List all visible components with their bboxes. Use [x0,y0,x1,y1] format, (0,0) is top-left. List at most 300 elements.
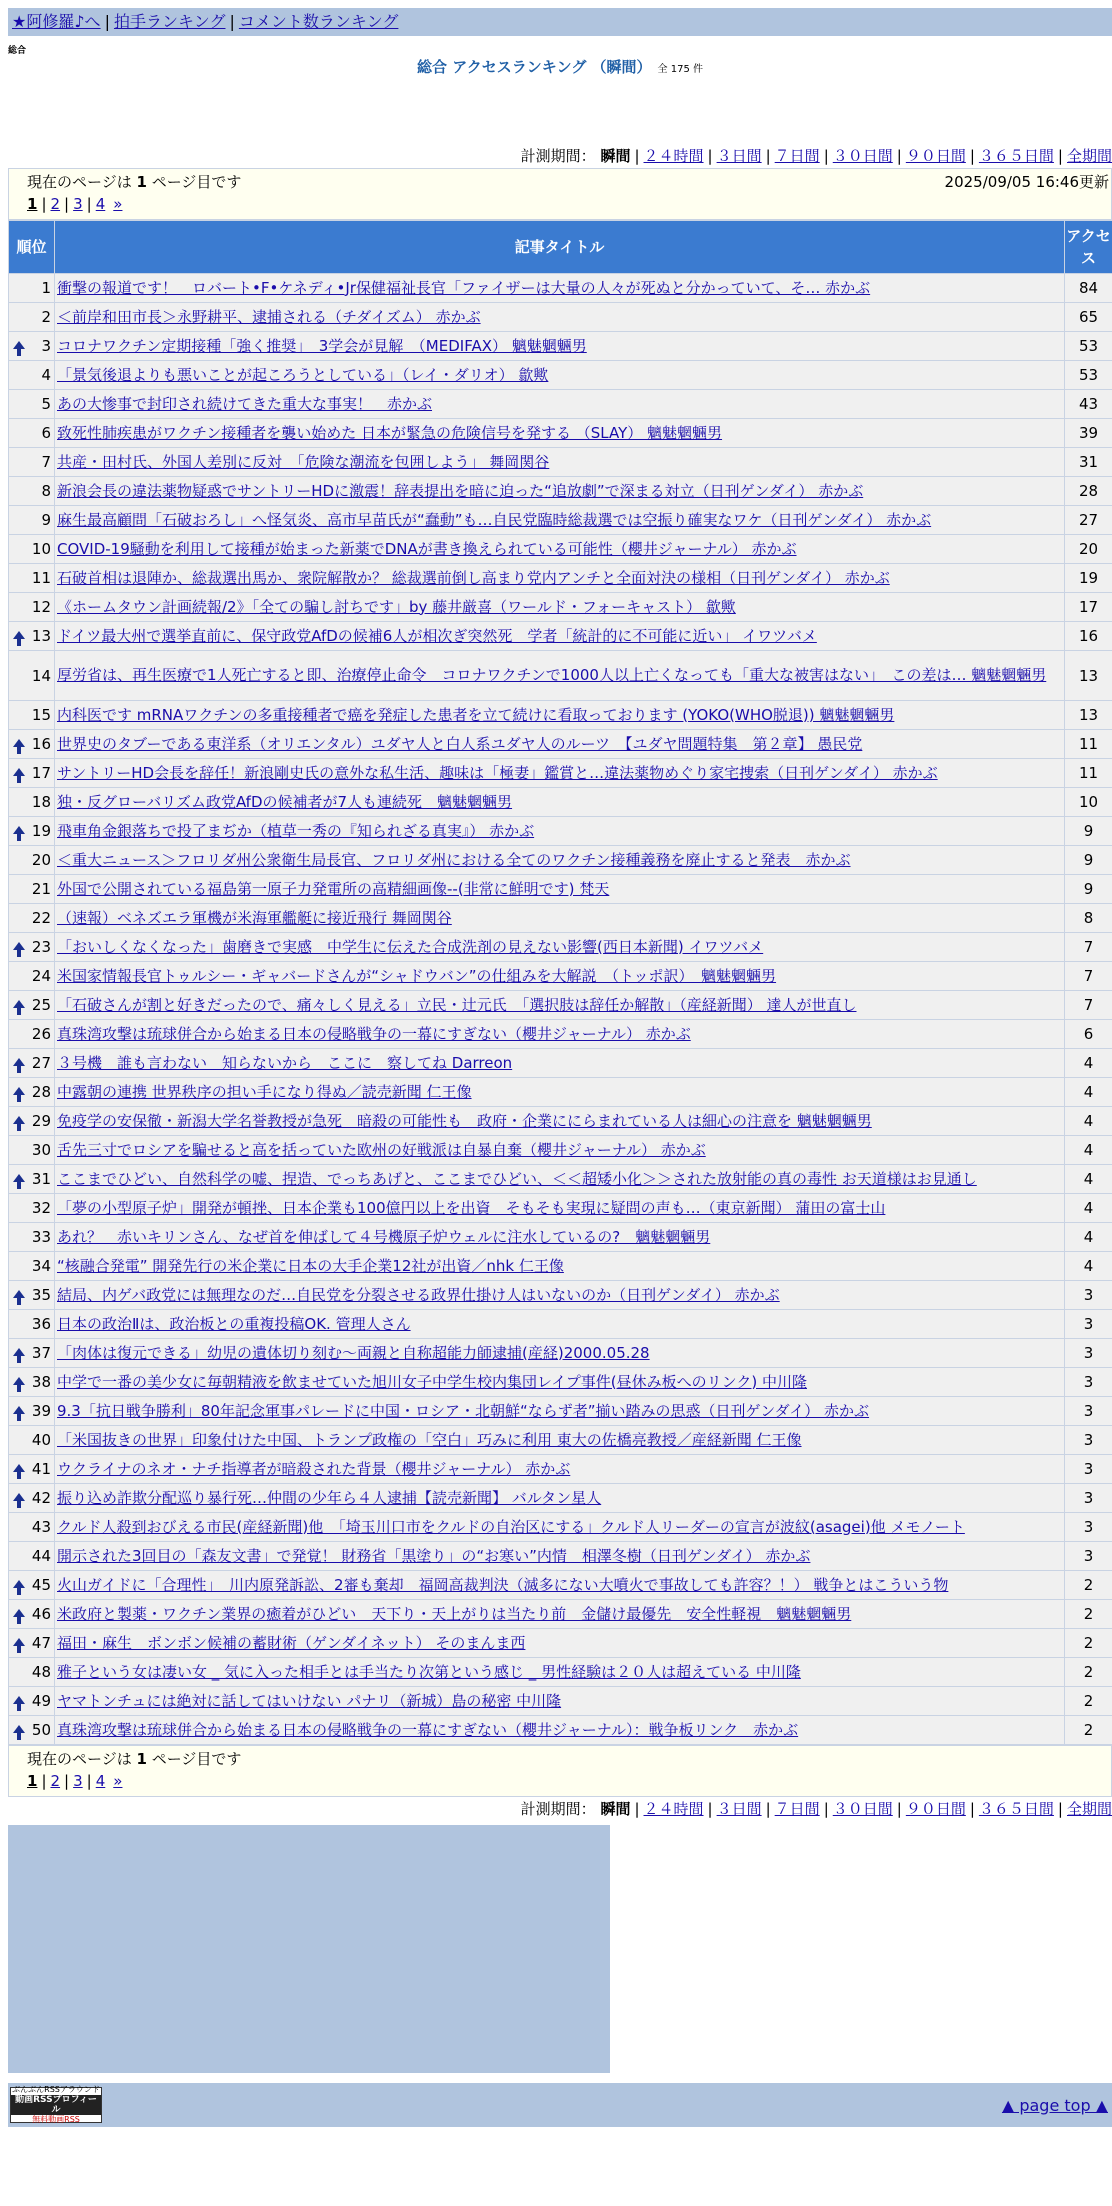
article-link[interactable]: 福田・麻生 ボンボン候補の蓄財術（ゲンダイネット） そのまんま西 [57,1634,525,1652]
access-count: 6 [1065,1020,1112,1049]
ad-banner-area[interactable] [8,1825,610,2073]
current-page-text: 現在のページは 1 ページ目です [27,171,241,193]
rank-cell [9,1484,55,1513]
title-cell [55,1252,1065,1281]
rank-cell [9,1165,55,1194]
link-comment-ranking[interactable]: コメント数ランキング [239,12,399,31]
rank-cell [9,1252,55,1281]
pager-top [8,168,1112,220]
title-cell [55,904,1065,933]
title-cell [55,1310,1065,1339]
article-link[interactable]: （速報）ベネズエラ軍機が米海軍艦艇に接近飛行 舞岡関谷 [57,909,452,927]
period-30d[interactable]: ３０日間 [833,1800,893,1818]
rank-number: 31 [32,1170,51,1188]
article-link[interactable]: 中露朝の連携 世界秩序の担い手になり得ぬ／読売新聞 仁王像 [57,1083,472,1101]
title-cell [55,1368,1065,1397]
rank-cell [9,1223,55,1252]
access-count: 3 [1065,1368,1112,1397]
title-cell [55,1426,1065,1455]
rank-cell [9,1136,55,1165]
table-row [9,1020,1112,1049]
rank-cell [9,1194,55,1223]
rank-cell [9,593,55,622]
table-row [9,1223,1112,1252]
rank-cell [9,1426,55,1455]
access-count: 43 [1065,390,1112,419]
page-links-bottom: 1 | 2 | 3 | 4 » [27,1770,1109,1792]
rank-cell [9,506,55,535]
access-count: 11 [1065,759,1112,788]
rank-number: 45 [32,1576,51,1594]
rank-cell [9,1455,55,1484]
table-row [9,1252,1112,1281]
table-row [9,1049,1112,1078]
rank-cell [9,846,55,875]
access-count: 9 [1065,817,1112,846]
rank-cell [9,1107,55,1136]
table-row [9,1513,1112,1542]
article-link[interactable]: 結局、内ゲバ政党には無理なのだ…自民党を分裂させる政界仕掛け人はいないのか（日刊ゲンダイ） 赤かぶ [57,1286,780,1304]
rank-number: 42 [32,1489,51,1507]
rank-number: 38 [32,1373,51,1391]
rank-cell [9,477,55,506]
rank-cell [9,419,55,448]
rank-number: 28 [32,1083,51,1101]
rank-cell [9,1020,55,1049]
page-links: 1 | 2 | 3 | 4 » [27,193,1109,215]
article-link[interactable]: 《ホームタウン計画続報/2》「全ての騙し討ちです」by 藤井厳喜（ワールド・フォーキャスト） 歙歟 [57,598,736,616]
article-link[interactable]: 日本の政治Ⅱは、政治板との重複投稿OK. 管理人さん [57,1315,411,1333]
access-count: 53 [1065,332,1112,361]
access-count: 31 [1065,448,1112,477]
access-count: 3 [1065,1455,1112,1484]
title-cell [55,1687,1065,1716]
article-link[interactable]: コロナワクチン定期接種「強く推奨」 3学会が見解 （MEDIFAX） 魑魅魍魎男 [57,337,587,355]
period-90d[interactable]: ９０日間 [906,1800,966,1818]
current-page-text-bottom: 現在のページは 1 ページ目です [27,1748,241,1770]
access-count: 4 [1065,1107,1112,1136]
article-link[interactable]: 内科医です mRNAワクチンの多重接種者で癌を発症した患者を立て続けに看取っております (YOKO(WHO脱退)) 魑魅魍魎男 [57,706,894,724]
rank-number: 37 [32,1344,51,1362]
table-row [9,1339,1112,1368]
article-link[interactable]: 独・反グローバリズム政党AfDの候補者が7人も連続死 魑魅魍魎男 [57,793,512,811]
table-row [9,846,1112,875]
table-row [9,701,1112,730]
article-link[interactable]: 共産・田村氏、外国人差別に反対 「危険な潮流を包囲しよう」 舞岡関谷 [57,453,549,471]
table-row [9,361,1112,390]
title-cell [55,1658,1065,1687]
rank-number: 44 [32,1547,51,1565]
page-link-2[interactable]: 2 [51,1772,61,1790]
table-row [9,1397,1112,1426]
title-cell [55,1194,1065,1223]
table-row [9,1687,1112,1716]
rank-number: 13 [32,627,51,645]
access-count: 3 [1065,1513,1112,1542]
access-count: 3 [1065,1542,1112,1571]
period-7d[interactable]: ７日間 [775,1800,820,1818]
article-link[interactable]: 米国家情報長官トゥルシー・ギャバードさんが“シャドウバン”の仕組みを大解説 （トッポ訳） 魑魅魍魎男 [57,967,776,985]
rank-number: 33 [32,1228,51,1246]
rss-logo[interactable]: ぶんぶんRSSアラウンド 動画RSSプロフィール 無料動画RSS [10,2087,102,2123]
header-title: 記事タイトル [55,221,1065,274]
rank-number: 8 [41,482,51,500]
rank-number: 21 [32,880,51,898]
table-row [9,448,1112,477]
rank-cell [9,875,55,904]
article-link[interactable]: 中学で一番の美少女に毎朝精液を飲ませていた旭川女子中学生校内集団レイプ事件(昼休み板へのリンク) 中川隆 [57,1373,807,1391]
rank-number: 27 [32,1054,51,1072]
rank-cell [9,991,55,1020]
access-count: 20 [1065,535,1112,564]
title-cell [55,1020,1065,1049]
article-link[interactable]: 衝撃の報道です！ ロバート•F•ケネディ•Jr保健福祉長官「ファイザーは大量の人々が死ぬと分かっていて、そ… 赤かぶ [57,279,870,297]
period-prefix: 計測期間： [521,1800,596,1818]
page-link-next[interactable]: » [113,1772,122,1790]
rank-number: 43 [32,1518,51,1536]
title-cell [55,817,1065,846]
article-link[interactable]: 「石破さんが割と好きだったので、痛々しく見える」立民・辻元氏 「選択肢は辞任か解散」（産経新聞） 達人が世直し [57,996,856,1014]
rank-number: 19 [32,822,51,840]
article-link[interactable]: ウクライナのネオ・ナチ指導者が暗殺された背景（櫻井ジャーナル） 赤かぶ [57,1460,570,1478]
rank-number: 14 [32,667,51,685]
ranking-title-block [8,56,1112,78]
access-count: 9 [1065,875,1112,904]
table-row [9,1368,1112,1397]
rank-cell [9,1600,55,1629]
article-link[interactable]: 飛車角金銀落ちで投了まぢか（植草一秀の『知られざる真実』） 赤かぶ [57,822,534,840]
title-cell [55,759,1065,788]
article-link[interactable]: 「米国抜きの世界」印象付けた中国、トランプ政権の「空白」巧みに利用 東大の佐橋亮教授／産経新聞 仁王像 [57,1431,802,1449]
rank-cell [9,1310,55,1339]
period-365d[interactable]: ３６５日間 [979,1800,1054,1818]
article-link[interactable]: 真珠湾攻撃は琉球併合から始まる日本の侵略戦争の一幕にすぎない（櫻井ジャーナル）：戦争板リンク 赤かぶ [57,1721,798,1739]
title-cell [55,593,1065,622]
rank-number: 1 [41,279,51,297]
table-row [9,759,1112,788]
header-access: アクセス [1065,221,1112,274]
article-link[interactable]: 麻生最高顧問「石破おろし」へ怪気炎、高市早苗氏が“蠢動”も…自民党臨時総裁選では空振り確実なワケ（日刊ゲンダイ） 赤かぶ [57,511,931,529]
access-count: 19 [1065,564,1112,593]
access-count: 65 [1065,303,1112,332]
period-all[interactable]: 全期間 [1067,1800,1112,1818]
rank-number: 36 [32,1315,51,1333]
rank-number: 23 [32,938,51,956]
title-cell [55,1078,1065,1107]
rank-number: 12 [32,598,51,616]
access-count: 4 [1065,1165,1112,1194]
title-cell [55,419,1065,448]
rank-number: 25 [32,996,51,1014]
article-link[interactable]: クルド人殺到おびえる市民(産経新聞)他 「埼玉川口市をクルドの自治区にする」クルド人リーダーの宣言が波紋(asagei)他 メモノート [57,1518,965,1536]
article-link[interactable]: あの大惨事で封印され続けてきた重大な事実！ 赤かぶ [57,395,432,413]
table-row [9,933,1112,962]
rank-cell [9,1542,55,1571]
access-count: 17 [1065,593,1112,622]
article-link[interactable]: ドイツ最大州で選挙直前に、保守政党AfDの候補6人が相次ぎ突然死 学者「統計的に不可能に近い」 イワツバメ [57,627,817,645]
period-24h[interactable]: ２４時間 [644,1800,704,1818]
table-row [9,274,1112,303]
article-link[interactable]: ＜重大ニュース＞フロリダ州公衆衛生局長官、フロリダ州における全てのワクチン接種義務を廃止すると発表 赤かぶ [57,851,851,869]
table-row [9,1716,1112,1745]
link-asyura-home[interactable]: ★阿修羅♪へ [12,12,101,31]
rank-cell [9,904,55,933]
rank-cell [9,1716,55,1745]
title-cell [55,1716,1065,1745]
rank-number: 7 [41,453,51,471]
rank-cell [9,361,55,390]
period-selector-bottom: 計測期間： 瞬間 | ２４時間 | ３日間 | ７日間 | ３０日間 | ９０日間 | ３６５日間 | 全期間 [8,1797,1112,1821]
title-cell [55,1049,1065,1078]
title-cell [55,962,1065,991]
table-row [9,593,1112,622]
access-count: 2 [1065,1658,1112,1687]
link-clap-ranking[interactable]: 拍手ランキング [114,12,226,31]
period-instant: 瞬間 [600,1800,630,1818]
page-link-4[interactable]: 4 [96,1772,106,1790]
access-count: 53 [1065,361,1112,390]
article-link[interactable]: 真珠湾攻撃は琉球併合から始まる日本の侵略戦争の一幕にすぎない（櫻井ジャーナル） 赤かぶ [57,1025,691,1043]
table-row [9,390,1112,419]
article-link[interactable]: ＜前岸和田市長＞永野耕平、逮捕される（チダイズム） 赤かぶ [57,308,481,326]
access-count: 2 [1065,1629,1112,1658]
article-link[interactable]: 「夢の小型原子炉」開発が頓挫、日本企業も100億円以上を出資 そもそも実現に疑問の声も…（東京新聞） 蒲田の富士山 [57,1199,885,1217]
rank-number: 32 [32,1199,51,1217]
article-link[interactable]: 世界史のタブーである東洋系（オリエンタル）ユダヤ人と白人系ユダヤ人のルーツ 【ユダヤ問題特集 第２章】 愚民党 [57,735,862,753]
rank-number: 15 [32,706,51,724]
article-link[interactable]: 開示された3回目の「森友文書」で発覚！ 財務省「黒塗り」の“お寒い”内情 相澤冬樹（日刊ゲンダイ） 赤かぶ [57,1547,810,1565]
article-link[interactable]: ヤマトンチュには絶対に話してはいけない パナリ（新城）島の秘密 中川隆 [57,1692,561,1710]
rank-number: 48 [32,1663,51,1681]
rank-cell [9,962,55,991]
rank-number: 22 [32,909,51,927]
header-rank: 順位 [9,221,55,274]
article-link[interactable]: サントリーHD会長を辞任！新浪剛史氏の意外な私生活、趣味は「極妻」鑑賞と…違法薬物めぐり家宅捜索（日刊ゲンダイ） 赤かぶ [57,764,938,782]
period-all[interactable]: 全期間 [1067,147,1112,165]
title-cell [55,535,1065,564]
rank-cell [9,651,55,701]
article-link[interactable]: 厚労省は、再生医療で1人死亡すると即、治療停止命令 コロナワクチンで1000人以上亡くなっても「重大な被害はない」 この差は… 魑魅魍魎男 [57,666,1046,684]
footer [8,2083,1112,2127]
rank-number: 6 [41,424,51,442]
article-link[interactable]: COVID-19騒動を利用して接種が始まった新薬でDNAが書き換えられている可能性（櫻井ジャーナル） 赤かぶ [57,540,797,558]
access-count: 7 [1065,962,1112,991]
ranking-title: 総合 アクセスランキング （瞬間） [417,58,652,76]
article-link[interactable]: あれ？ 赤いキリンさん、なぜ首を伸ばして４号機原子炉ウェルに注水しているの? 魑魅魍魎男 [57,1228,710,1246]
access-count: 3 [1065,1281,1112,1310]
access-count: 3 [1065,1426,1112,1455]
title-cell [55,477,1065,506]
article-link[interactable]: 舌先三寸でロシアを騙せると高を括っていた欧州の好戦派は自暴自棄（櫻井ジャーナル） 赤かぶ [57,1141,706,1159]
access-count: 27 [1065,506,1112,535]
article-link[interactable]: 「おいしくなくなった」歯磨きで実感 中学生に伝えた合成洗剤の見えない影響(西日本新聞) イワツバメ [57,938,763,956]
rank-cell [9,730,55,759]
access-count: 28 [1065,477,1112,506]
rank-number: 17 [32,764,51,782]
ranking-rows [9,274,1112,1745]
title-cell [55,730,1065,759]
article-link[interactable]: 石破首相は退陣か、総裁選出馬か、衆院解散か？ 総裁選前倒し高まり党内アンチと全面対決の様相（日刊ゲンダイ） 赤かぶ [57,569,890,587]
article-link[interactable]: 「景気後退よりも悪いことが起ころうとしている」（レイ・ダリオ） 歙歟 [57,366,548,384]
period-365d[interactable]: ３６５日間 [979,147,1054,165]
period-24h[interactable]: ２４時間 [644,147,704,165]
nav-separator: | [101,12,114,31]
table-row [9,1629,1112,1658]
ranking-table [8,220,1112,1745]
article-link[interactable]: ３号機 誰も言わない 知らないから ここに 察してね Darreon [57,1054,512,1072]
total-count: 全 175 件 [658,64,703,75]
access-count: 39 [1065,419,1112,448]
period-90d[interactable]: ９０日間 [906,147,966,165]
rank-cell [9,1281,55,1310]
rank-number: 9 [41,511,51,529]
table-row [9,1310,1112,1339]
rank-number: 29 [32,1112,51,1130]
title-cell [55,933,1065,962]
rank-cell [9,1571,55,1600]
table-row [9,506,1112,535]
rank-number: 4 [41,366,51,384]
title-cell [55,1513,1065,1542]
article-link[interactable]: 新浪会長の違法薬物疑惑でサントリーHDに激震！辞表提出を暗に迫った“追放劇”で深まる対立（日刊ゲンダイ） 赤かぶ [57,482,863,500]
title-cell [55,390,1065,419]
title-cell [55,361,1065,390]
page-link-current: 1 [27,1772,37,1790]
access-count: 84 [1065,274,1112,303]
title-cell [55,1542,1065,1571]
access-count: 2 [1065,1600,1112,1629]
access-count: 4 [1065,1136,1112,1165]
table-row [9,1658,1112,1687]
title-cell [55,1484,1065,1513]
table-row [9,1571,1112,1600]
article-link[interactable]: “核融合発電” 開発先行の米企業に日本の大手企業12社が出資／nhk 仁王像 [57,1257,564,1275]
table-row [9,730,1112,759]
table-row [9,1281,1112,1310]
title-cell [55,1136,1065,1165]
table-row [9,535,1112,564]
page-link-2[interactable]: 2 [51,195,61,213]
rank-cell [9,274,55,303]
rank-cell [9,1397,55,1426]
article-link[interactable]: ここまでひどい、自然科学の嘘、捏造、でっちあげと、ここまでひどい、＜＜超矮小化＞＞された放射能の真の毒性 お天道様はお見通し [57,1170,977,1188]
article-link[interactable]: 火山ガイドに「合理性」 川内原発訴訟、2審も棄却 福岡高裁判決（滅多にない大噴火で事故しても許容？！） 戦争とはこういう物 [57,1576,948,1594]
access-count: 11 [1065,730,1112,759]
article-link[interactable]: 9.3「抗日戦争勝利」80年記念軍事パレードに中国・ロシア・北朝鮮“ならず者”揃い踏みの思惑（日刊ゲンダイ） 赤かぶ [57,1402,869,1420]
table-row [9,1542,1112,1571]
rank-cell [9,390,55,419]
table-row [9,1136,1112,1165]
rank-cell [9,1078,55,1107]
period-30d[interactable]: ３０日間 [833,147,893,165]
rank-cell [9,303,55,332]
page-link-3[interactable]: 3 [73,195,83,213]
rank-number: 39 [32,1402,51,1420]
table-row [9,1107,1112,1136]
rank-number: 49 [32,1692,51,1710]
rank-cell [9,1658,55,1687]
access-count: 4 [1065,1223,1112,1252]
rank-number: 34 [32,1257,51,1275]
access-count: 3 [1065,1397,1112,1426]
period-3d[interactable]: ３日間 [717,147,762,165]
top-navigation [8,8,1112,36]
title-cell [55,1107,1065,1136]
rank-cell [9,1339,55,1368]
rank-number: 41 [32,1460,51,1478]
title-cell [55,1571,1065,1600]
table-row [9,904,1112,933]
article-link[interactable]: 免疫学の安保徹・新潟大学名誉教授が急死 暗殺の可能性も 政府・企業ににらまれている人は細心の注意を 魑魅魍魎男 [57,1112,872,1130]
page-link-3[interactable]: 3 [73,1772,83,1790]
rank-number: 2 [41,308,51,326]
access-count: 13 [1065,701,1112,730]
title-cell [55,651,1065,701]
access-count: 10 [1065,788,1112,817]
table-row [9,1484,1112,1513]
rank-cell [9,1687,55,1716]
table-row [9,651,1112,701]
access-count: 2 [1065,1687,1112,1716]
rank-number: 16 [32,735,51,753]
table-row [9,564,1112,593]
table-row [9,419,1112,448]
rank-cell [9,622,55,651]
title-cell [55,991,1065,1020]
table-row [9,303,1112,332]
page-link-4[interactable]: 4 [96,195,106,213]
table-row [9,332,1112,361]
article-link[interactable]: 致死性肺疾患がワクチン接種者を襲い始めた 日本が緊急の危険信号を発する （SLAY） 魑魅魍魎男 [57,424,722,442]
period-prefix: 計測期間： [521,147,596,165]
article-link[interactable]: 米政府と製薬・ワクチン業界の癒着がひどい 天下り・天上がりは当たり前 金儲け最優先 安全性軽視 魑魅魍魎男 [57,1605,851,1623]
rank-cell [9,1368,55,1397]
table-row [9,1600,1112,1629]
page [8,8,1112,2127]
page-link-next[interactable]: » [113,195,122,213]
title-cell [55,1223,1065,1252]
title-cell [55,274,1065,303]
article-link[interactable]: 振り込め詐欺分配巡り暴行死…仲間の少年ら４人逮捕【読売新聞】 バルタン星人 [57,1489,601,1507]
period-3d[interactable]: ３日間 [717,1800,762,1818]
access-count: 4 [1065,1252,1112,1281]
article-link[interactable]: 外国で公開されている福島第一原子力発電所の高精細画像--(非常に鮮明です) 梵天 [57,880,609,898]
rank-cell [9,701,55,730]
table-row [9,962,1112,991]
access-count: 3 [1065,1310,1112,1339]
title-cell [55,1600,1065,1629]
article-link[interactable]: 雅子という女は凄い女 _ 気に入った相手とは手当たり次第という感じ _ 男性経験は２０人は超えている 中川隆 [57,1663,801,1681]
rank-cell [9,759,55,788]
article-link[interactable]: 「肉体は復元できる」幼児の遺体切り刻む～両親と自称超能力師逮捕(産経)2000.05.28 [57,1344,650,1362]
period-7d[interactable]: ７日間 [775,147,820,165]
period-selector-top: 計測期間： 瞬間 | ２４時間 | ３日間 | ７日間 | ３０日間 | ９０日間 | ３６５日間 | 全期間 [8,144,1112,168]
rank-cell [9,933,55,962]
rank-number: 18 [32,793,51,811]
access-count: 4 [1065,1078,1112,1107]
title-cell [55,1455,1065,1484]
page-top-link[interactable]: ▲ page top ▲ [1002,2096,1108,2115]
rank-number: 11 [32,569,51,587]
title-cell [55,1397,1065,1426]
rank-cell [9,448,55,477]
access-count: 2 [1065,1571,1112,1600]
table-row [9,788,1112,817]
ad-spacer [8,78,1112,144]
rank-cell [9,788,55,817]
rank-number: 30 [32,1141,51,1159]
rank-number: 3 [41,337,51,355]
